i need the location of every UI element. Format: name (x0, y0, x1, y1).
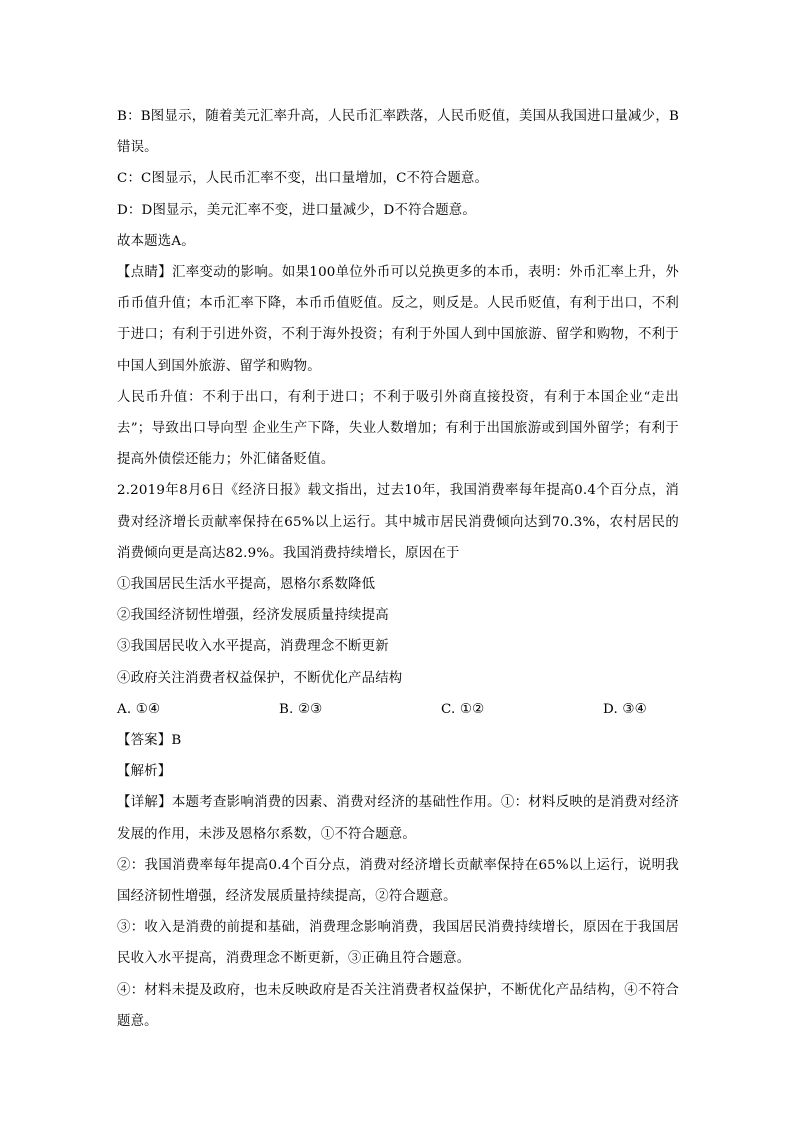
statement-2: ②我国经济韧性增强，经济发展质量持续提高 (117, 608, 389, 624)
statement-1: ①我国居民生活水平提高，恩格尔系数降低 (117, 577, 376, 593)
paragraph-conclusion: 故本题选A。 (117, 233, 195, 249)
paragraph-option-c-explanation: C：C图显示，人民币汇率不变，出口量增加，C不符合题意。 (117, 171, 489, 187)
analysis-statement-4: ④：材料未提及政府，也未反映政府是否关注消费者权益保护，不断优化产品结构，④不符合题意。 (117, 982, 679, 1029)
paragraph-option-b-explanation: B：B图显示，随着美元汇率升高，人民币汇率跌落，人民币贬值，美国从我国进口量减少，B错误。 (117, 109, 679, 156)
option-b: B. ②③ (279, 701, 323, 717)
statement-3: ③我国居民收入水平提高，消费理念不断更新 (117, 639, 389, 655)
option-d: D. ③④ (603, 701, 647, 717)
question-2-stem: 2.2019年8月6日《经济日报》载文指出，过去10年，我国消费率每年提高0.4个百分点，消费对经济增长贡献率保持在65%以上运行。其中城市居民消费倾向达到70.3%，农村居民的消费倾向更是高达82.9%。我国消费持续增长，原因在于 (117, 483, 679, 561)
paragraph-option-d-explanation: D：D图显示，美元汇率不变，进口量减少，D不符合题意。 (117, 202, 476, 218)
paragraph-rmb-appreciation: 人民币升值：不利于出口，有利于进口；不利于吸引外商直接投资，有利于本国企业“走出去”；导致出口导向型 企业生产下降，失业人数增加；有利于出国旅游或到国外留学；有利于提高外债偿还能力；外汇储备贬值。 (117, 389, 679, 468)
statement-4: ④政府关注消费者权益保护，不断优化产品结构 (117, 670, 403, 686)
document-body (117, 101, 679, 1037)
analysis-heading: 【解析】 (117, 764, 172, 780)
option-a: A. ①④ (117, 701, 161, 717)
option-c: C. ①② (441, 701, 485, 717)
analysis-statement-3: ③：收入是消费的前提和基础，消费理念影响消费，我国居民消费持续增长，原因在于我国居民收入水平提高，消费理念不断更新，③正确且符合题意。 (117, 920, 679, 967)
answer-line: 【答案】B (117, 733, 182, 749)
answer-options (117, 694, 679, 725)
analysis-detail: 【详解】本题考查影响消费的因素、消费对经济的基础性作用。①：材料反映的是消费对经济发展的作用，未涉及恩格尔系数，①不符合题意。 (117, 795, 679, 842)
analysis-statement-2: ②：我国消费率每年提高0.4个百分点，消费对经济增长贡献率保持在65%以上运行，说明我国经济韧性增强，经济发展质量持续提高，②符合题意。 (117, 857, 679, 905)
paragraph-tip: 【点睛】汇率变动的影响。如果100单位外币可以兑换更多的本币，表明：外币汇率上升，外币币值升值；本币汇率下降，本币币值贬值。反之，则反是。人民币贬值，有利于出口，不利于进口；有利于引进外资，不利于海外投资；有利于外国人到中国旅游、留学和购物，不利于中国人到国外旅游、留学和购物。 (117, 265, 679, 374)
